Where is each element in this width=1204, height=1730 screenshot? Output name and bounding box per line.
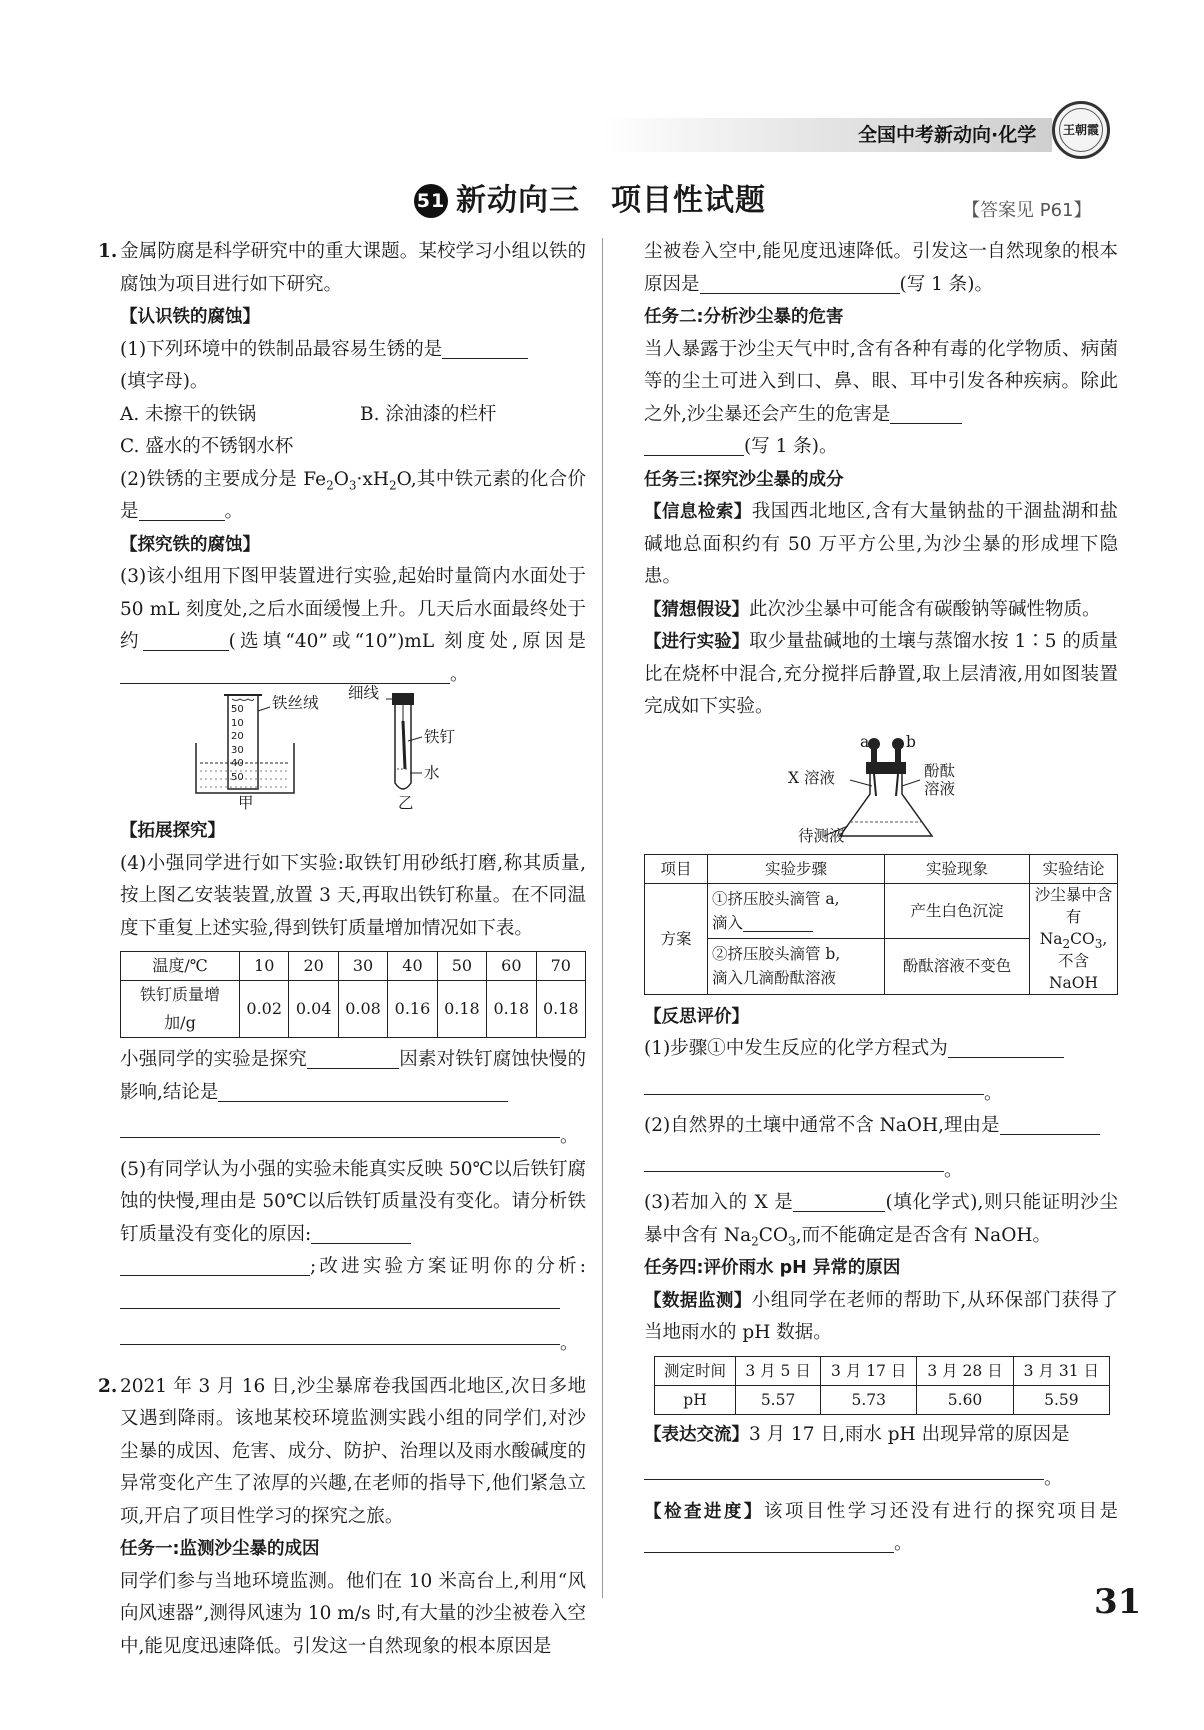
label-yi: 乙	[398, 794, 414, 812]
q2-info: 【信息检索】我国西北地区,含有大量钠盐的干涸盐湖和盐碱地总面积约有 50 万平方公里,为沙尘暴的形成埋下隐患。	[644, 501, 1119, 587]
q1-section-know: 【认识铁的腐蚀】	[120, 307, 260, 327]
ph-table	[654, 1356, 1110, 1415]
answer-reference: 【答案见 P61】	[962, 200, 1092, 221]
section-title: 新动向三 项目性试题	[456, 183, 766, 218]
answer-line	[120, 1322, 560, 1345]
q2-check: 【检查进度】该项目性学习还没有进行的探究项目是。	[644, 1500, 1118, 1554]
label-jia: 甲	[238, 794, 254, 812]
answer-line	[644, 1149, 944, 1172]
label-string: 细线	[348, 684, 380, 702]
q2-reflect: 【反思评价】	[644, 1006, 749, 1027]
logo-text: 王朝霞	[1059, 108, 1103, 152]
figure-iron-experiments: 50 10 20 30 40 50 铁丝绒 甲 细线 铁钉 水 乙	[120, 691, 586, 815]
q2-reflect-2: (2)自然界的土壤中通常不含 NaOH,理由是	[644, 1110, 1118, 1143]
label-water: 水	[424, 764, 440, 782]
q2-task2: 任务二:分析沙尘暴的危害	[644, 307, 844, 327]
table-row: 项目 实验步骤 实验现象 实验结论	[645, 854, 1118, 883]
q1-part5: (5)有同学认为小强的实验未能真实反映 50℃以后铁钉腐蚀的快慢,理由是 50℃以后铁钉质量没有变化。请分析铁钉质量没有变化的原因:	[120, 1158, 586, 1245]
test-tube-drawing	[350, 691, 510, 815]
answer-line	[644, 1457, 1044, 1480]
temperature-table-wrap	[120, 951, 586, 1038]
flask-drawing	[644, 724, 1118, 850]
page-title	[414, 175, 766, 219]
label-sample: 待测液	[798, 826, 845, 845]
answer-line	[120, 1115, 560, 1138]
q2-task4: 任务四:评价雨水 pH 异常的原因	[644, 1258, 901, 1278]
table-row: 方案 ①挤压胶头滴管 a, 滴入 产生白色沉淀 沙尘暴中含 有 $Na_2CO_3$, 不含 NaOH	[645, 883, 1118, 939]
table-row: 铁钉质量增加/g 0.02 0.04 0.08 0.16 0.18 0.18 0.18	[121, 981, 586, 1038]
table-row: ②挤压胶头滴管 b, 滴入几滴酚酞溶液 酚酞溶液不变色	[645, 939, 1118, 995]
q1-options-ab: A. 未擦干的铁锅 B. 涂油漆的栏杆	[120, 403, 497, 425]
q2-task1-continued: 尘被卷入空中,能见度迅速降低。引发这一自然现象的根本原因是 (写 1 条)。	[644, 241, 1118, 295]
q2-task3: 任务三:探究沙尘暴的成分	[644, 469, 844, 490]
column-divider	[602, 238, 603, 1598]
right-column: 尘被卷入空中,能见度迅速降低。引发这一自然现象的根本原因是 (写 1 条)。 任务二:分析沙尘暴的危害 当人暴露于沙尘天气中时,含有各种有毒的化学物质、病菌等的尘土可进入到口、鼻、眼、耳中引发各种疾病。除此之外,沙尘暴还会产生的危害是 (写 1 条)。 任务三:探究沙尘暴的成分 【信息检索】我国西北地区,含有大量钠盐的干涸盐湖和盐碱地总面积约有 50 万平方公里,为沙尘暴的形成埋下隐患。 【猜想假设】此次沙尘暴中可能含有碳酸钠等碱性物质。 【进行实验】取少量盐碱地的土壤与蒸馏水按 1∶5 的质量比在烧杯中混合,充分搅拌后静置,取上层清液,用如图装置完成如下实验。 a b X 溶液 酚酞 溶液 待测液 项目 实验步骤 实验现象 实验结论 方案 ①挤压胶头滴管 a, 滴入 产生白色沉淀 沙尘暴中含 有 $Na_2CO_3$, 不含 NaOH ②挤压胶头滴管 b, 滴入几滴酚酞溶液 酚酞溶液不变色 【反思评价】 (1)步骤①中发生反应的化学方程式为 。 (2)自然界的土壤中通常不含 NaOH,理由是 。 (3)若加入的 X 是 (填化学式),则只能证明沙尘暴中含有 $Na_2CO_3$,而不能确定是否含有 NaOH。 任务四:评价雨水 pH 异常的原因 【数据监测】小组同学在老师的帮助下,从环保部门获得了当地雨水的 pH 数据。 测定时间 3 月 5 日 3 月 17 日 3 月 28 日 3 月 31 日 pH 5.57 5.73 5.60 5.59 【表达交流】3 月 17 日,雨水 pH 出现异常的原因是 。 【检查进度】该项目性学习还没有进行的探究项目是。	[644, 236, 1118, 1561]
q2-reflect-1: (1)步骤①中发生反应的化学方程式为	[644, 1033, 1118, 1066]
q1-part3: (3)该小组用下图甲装置进行实验,起始时量筒内水面处于 50 mL 刻度处,之后水面缓慢上升。几天后水面最终处于约 (选填“40”或“10”)mL 刻度处,原因是。	[120, 566, 586, 685]
publisher-logo	[1052, 101, 1110, 159]
figure-flask	[644, 724, 1118, 850]
label-iron-wool: 铁丝绒	[272, 694, 319, 712]
q1-part4-answer: 小强同学的实验是探究 因素对铁钉腐蚀快慢的影响,结论是	[98, 1044, 586, 1109]
q2-express: 【表达交流】3 月 17 日,雨水 pH 出现异常的原因是	[644, 1423, 1070, 1445]
q1-section-explore: 【探究铁的腐蚀】	[120, 534, 260, 555]
ph-table-wrap	[654, 1356, 1118, 1415]
experiment-table	[644, 854, 1118, 995]
label-x-solution: X 溶液	[788, 768, 835, 787]
temperature-table	[120, 951, 586, 1038]
q1-part4: (4)小强同学进行如下实验:取铁钉用砂纸打磨,称其质量,按上图乙安装装置,放置 3 天,再取出铁钉称量。在不同温度下重复上述实验,得到铁钉质量增加情况如下表。	[120, 852, 586, 939]
section-number: 51	[414, 184, 448, 218]
left-column: 1. 金属防腐是科学研究中的重大课题。某校学习小组以铁的腐蚀为项目进行如下研究。 【认识铁的腐蚀】 (1)下列环境中的铁制品最容易生锈的是 (填字母)。 A. 未擦干的铁锅 B. 涂油漆的栏杆 C. 盛水的不锈钢水杯 (2)铁锈的主要成分是 $Fe_2O_3\cdot xH_2O$,其中铁元素的化合价是 。 【探究铁的腐蚀】 (3)该小组用下图甲装置进行实验,起始时量筒内水面处于 50 mL 刻度处,之后水面缓慢上升。几天后水面最终处于约 (选填“40”或“10”)mL 刻度处,原因是。 50 10 20 30 40 50 铁丝绒 甲 细线 铁钉 水 乙 【拓展探究】 (4)小强同学进行如下实验:取铁钉用砂纸打磨,称其质量,按上图乙安装装置,放置 3 天,再取出铁钉称量。在不同温度下重复上述实验,得到铁钉质量增加情况如下表。 温度/℃ 10 20 30 40 50 60 70 铁钉质量增加/g 0.02 0.04 0.08 0.16 0.18 0.18 0.18 小强同学的实验是探究 因素对铁钉腐蚀快慢的影响,结论是 。 (5)有同学认为小强的实验未能真实反映 50℃以后铁钉腐蚀的快慢,理由是 50℃以后铁钉质量没有变化。请分析铁钉质量没有变化的原因: ;改进实验方案证明你的分析: 。 2. 2021 年 3 月 16 日,沙尘暴席卷我国西北地区,次日多地又遇到降雨。该地某校环境监测实践小组的同学们,对沙尘暴的成因、危害、成分、防护、治理以及雨水酸碱度的异常变化产生了浓厚的兴趣,在老师的指导下,他们紧急立项,开启了项目性学习的探究之旅。 任务一:监测沙尘暴的成因 同学们参与当地环境监测。他们在 10 米高台上,利用“风向风速器”,测得风速为 10 m/s 时,有大量的沙尘被卷入空中,能见度迅速降低。引发这一自然现象的根本原因是	[98, 236, 586, 1631]
q1-part1: (1)下列环境中的铁制品最容易生锈的是 (填字母)。	[98, 334, 586, 399]
page-number: 31	[1094, 1582, 1142, 1622]
q2-data: 【数据监测】小组同学在老师的帮助下,从环保部门获得了当地雨水的 pH 数据。	[644, 1289, 1119, 1343]
q2-intro: 2. 2021 年 3 月 16 日,沙尘暴席卷我国西北地区,次日多地又遇到降雨。该地某校环境监测实践小组的同学们,对沙尘暴的成因、危害、成分、防护、治理以及雨水酸碱度的异常变化产生了浓厚的兴趣,在老师的指导下,他们紧急立项,开启了项目性学习的探究之旅。	[98, 1375, 586, 1527]
q1-option-c: C. 盛水的不锈钢水杯	[120, 436, 294, 457]
q2-experiment: 【进行实验】取少量盐碱地的土壤与蒸馏水按 1∶5 的质量比在烧杯中混合,充分搅拌后静置,取上层清液,用如图装置完成如下实验。	[644, 631, 1118, 717]
table-row: pH 5.57 5.73 5.60 5.59	[655, 1385, 1110, 1414]
answer-line	[644, 1072, 984, 1095]
q2-guess: 【猜想假设】此次沙尘暴中可能含有碳酸钠等碱性物质。	[644, 598, 1101, 620]
q2-reflect-3: (3)若加入的 X 是 (填化学式),则只能证明沙尘暴中含有 $Na_2CO_3$,而不能确定是否含有 NaOH。	[644, 1187, 1118, 1252]
q1-section-extend: 【拓展探究】	[120, 821, 225, 841]
q1-part5-b: ;改进实验方案证明你的分析:	[98, 1251, 586, 1316]
series-title: 全国中考新动向·化学	[858, 124, 1037, 146]
table-row: 温度/℃ 10 20 30 40 50 60 70	[121, 952, 586, 981]
q2-task1: 任务一:监测沙尘暴的成因	[120, 1539, 320, 1559]
table-row: 测定时间 3 月 5 日 3 月 17 日 3 月 28 日 3 月 31 日	[655, 1356, 1110, 1385]
label-phenolphthalein: 酚酞 溶液	[924, 761, 956, 798]
label-a: a	[860, 732, 870, 751]
q2-task2-text: 当人暴露于沙尘天气中时,含有各种有毒的化学物质、病菌等的尘土可进入到口、鼻、眼、耳中引发各种疾病。除此之外,沙尘暴还会产生的危害是 (写 1 条)。	[644, 338, 1118, 457]
q1-intro: 1. 金属防腐是科学研究中的重大课题。某校学习小组以铁的腐蚀为项目进行如下研究。	[98, 241, 586, 295]
label-b: b	[906, 732, 916, 751]
q2-task1-text: 同学们参与当地环境监测。他们在 10 米高台上,利用“风向风速器”,测得风速为 10 m/s 时,有大量的沙尘被卷入空中,能见度迅速降低。引发这一自然现象的根本原因是	[120, 1570, 586, 1657]
q1-part2: (2)铁锈的主要成分是 $Fe_2O_3\cdot xH_2O$,其中铁元素的化合价是 。	[120, 468, 587, 522]
label-nail: 铁钉	[424, 728, 456, 746]
